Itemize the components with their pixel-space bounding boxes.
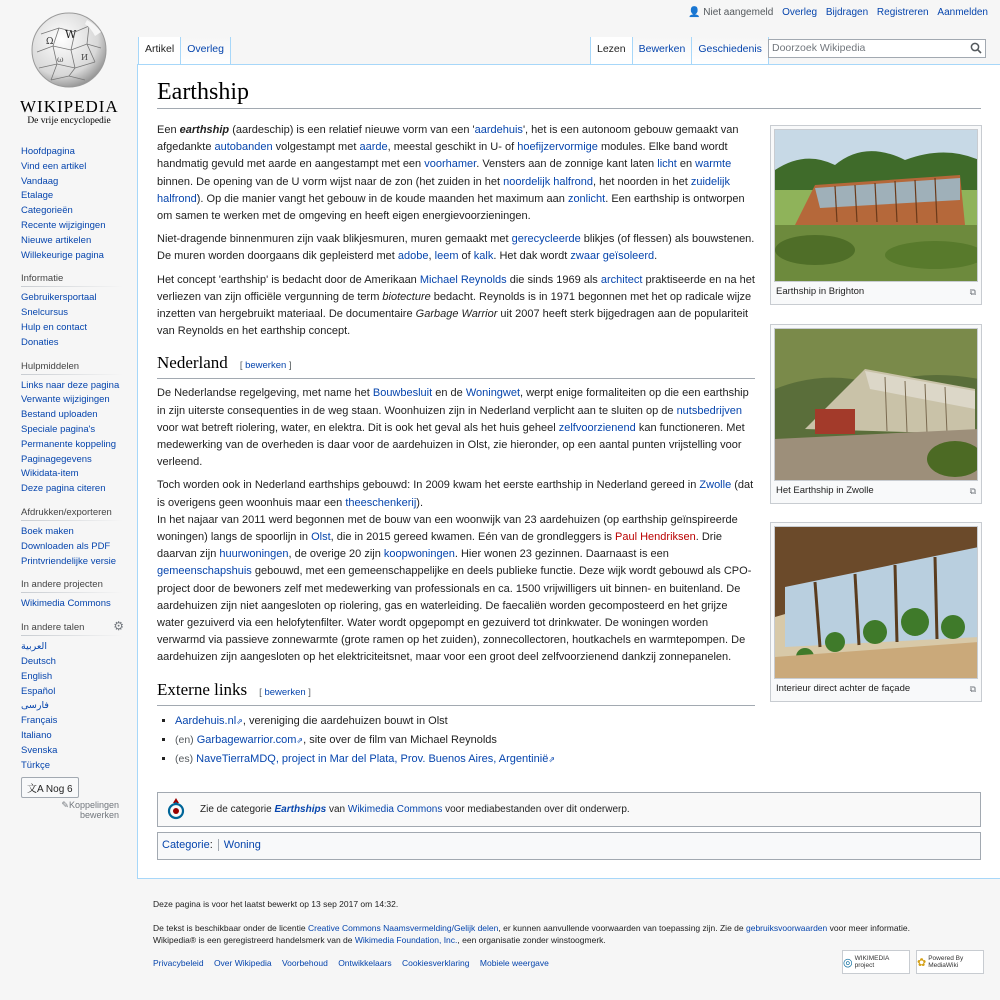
search-input[interactable] <box>768 39 986 58</box>
lang-link-fa[interactable]: فارسی <box>21 700 49 712</box>
sidebar-item-print[interactable]: Printvriendelijke versie <box>21 555 117 567</box>
sidebar-item-citeren[interactable]: Deze pagina citeren <box>21 483 106 495</box>
sidebar-item-snelcursus[interactable]: Snelcursus <box>21 307 68 319</box>
lang-link-tr[interactable]: Türkçe <box>21 759 51 771</box>
section-heading-externe-links: Externe links [ bewerken ] <box>157 679 755 706</box>
list-item: ▪ Aardehuis.nl ⇗ , vereniging die aardehuizen bouwt in Olst <box>175 712 755 731</box>
pencil-icon: ✎ <box>61 800 69 811</box>
sidebar-item-vind-artikel[interactable]: Vind een artikel <box>21 160 87 172</box>
link-licht[interactable]: licht <box>657 158 677 171</box>
sidebar-item-hoofdpagina[interactable]: Hoofdpagina <box>21 146 75 157</box>
sidebar <box>0 140 137 830</box>
ext-link-aardehuis[interactable]: Aardehuis.nl ⇗ <box>175 715 243 727</box>
personal-link-bijdragen[interactable]: Bijdragen <box>825 7 869 18</box>
tab-overleg[interactable]: Overleg <box>181 37 231 64</box>
sidebar-item-pdf[interactable]: Downloaden als PDF <box>21 540 111 552</box>
ext-link-navetierra[interactable]: NaveTierraMDQ, project in Mar del Plata, Prov. Buenos Aires, Argentinië ⇗ <box>196 753 555 765</box>
lang-tag: (es) <box>175 752 194 765</box>
article-body <box>157 122 755 769</box>
svg-text:Ω: Ω <box>46 37 54 47</box>
wikipedia-tagline: De vrije encyclopedie <box>27 116 111 126</box>
personal-link-aanmelden[interactable]: Aanmelden <box>937 7 988 18</box>
link-olst[interactable]: Olst <box>311 531 331 544</box>
link-nutsbedrijven[interactable]: nutsbedrijven <box>676 404 742 417</box>
link-zonlicht[interactable]: zonlicht <box>567 192 606 205</box>
sidebar-item-categorieen[interactable]: Categorieën <box>21 205 73 217</box>
sidebar-heading: Hulpmiddelen <box>21 361 137 372</box>
footer-link-cookies[interactable]: Cookiesverklaring <box>401 958 470 968</box>
tab-lezen[interactable]: Lezen <box>590 37 633 64</box>
lang-tag: (en) <box>175 733 194 746</box>
sidebar-item-donaties[interactable]: Donaties <box>21 336 59 348</box>
link-warmte[interactable]: warmte <box>695 158 732 171</box>
link-gemeenschapshuis[interactable]: gemeenschapshuis <box>157 565 252 578</box>
last-modified: Deze pagina is voor het laatst bewerkt op 13 sep 2017 om 14:32. <box>153 899 399 909</box>
link-wikimedia-commons[interactable]: Wikimedia Commons <box>347 804 443 815</box>
lang-link-sv[interactable]: Svenska <box>21 744 58 756</box>
link-koopwoningen[interactable]: koopwoningen <box>383 548 455 561</box>
enlarge-icon[interactable]: ⧉ <box>969 486 976 496</box>
thumbnail-interieur <box>770 522 982 702</box>
link-noordelijk-halfrond[interactable]: noordelijk halfrond <box>503 175 593 188</box>
lang-link-it[interactable]: Italiano <box>21 729 52 741</box>
gear-icon[interactable]: ⚙ <box>113 619 124 634</box>
link-architect[interactable]: architect <box>600 273 643 286</box>
link-bouwbesluit[interactable]: Bouwbesluit <box>372 387 433 400</box>
section-heading-nederland: Nederland [ bewerken ] <box>157 352 755 379</box>
edit-link[interactable]: bewerken <box>245 360 287 372</box>
footer-link-disclaimer[interactable]: Voorbehoud <box>281 958 328 968</box>
intro-paragraph: Het concept 'earthship' is bedacht door de Amerikaan Michael Reynolds die sinds 1969 als architect praktiseerde en na het verliezen van zijn officiële vergunning de term biotecture bedacht. Reynolds is in 1971 begonnen met het op radicale wijze inzetten van hergebruikt materiaal. De documentaire Garbage Warrior uit 2007 heeft sterk bijgedragen aan de populariteit van Reynolds en het earthship concept. <box>157 273 755 338</box>
wikipedia-logo[interactable] <box>20 10 118 126</box>
sidebar-item-bestand-uploaden[interactable]: Bestand uploaden <box>21 409 98 421</box>
link-leem[interactable]: leem <box>434 250 459 263</box>
thumbnail-caption: Het Earthship in Zwolle ⧉ <box>776 485 976 496</box>
sidebar-item-speciale-paginas[interactable]: Speciale pagina's <box>21 423 96 435</box>
commons-text: Zie de categorie Earthships van Wikimedia Commons voor mediabestanden over dit onderwerp. <box>200 804 630 815</box>
link-paul-hendriksen[interactable]: Paul Hendriksen <box>615 531 696 544</box>
sidebar-heading: In andere talen <box>21 622 137 633</box>
footer-link-privacy[interactable]: Privacybeleid <box>153 958 204 968</box>
wikimedia-commons-icon <box>162 796 190 824</box>
footer-link-about[interactable]: Over Wikipedia <box>213 958 272 968</box>
link-wikimedia-foundation[interactable]: Wikimedia Foundation, Inc. <box>354 935 458 945</box>
enlarge-icon[interactable]: ⧉ <box>969 287 976 297</box>
earthship-interior-image[interactable] <box>774 526 978 679</box>
list-item: ▪ (en) Garbagewarrior.com ⇗ , site over de film van Michael Reynolds <box>175 731 755 750</box>
sidebar-item-etalage[interactable]: Etalage <box>21 190 54 202</box>
wikipedia-globe-icon <box>29 10 109 90</box>
lang-link-de[interactable]: Deutsch <box>21 655 56 667</box>
category-label[interactable]: Categorie <box>162 839 210 851</box>
section-paragraph: Toch worden ook in Nederland earthships gebouwd: In 2009 kwam het eerste earthship in Nederland gereed in Zwolle (dat is overigens geen woonhuis maar een theeschenkerij). In het najaar van 2011 werd begonnen met de bouw van een woonwijk van 23 aardehuizen (op earthship geïnspireerde woningen) langs de spoorlijn in Olst, die in 2015 gereed kwamen. Eén van de grondleggers is Paul Hendriksen. Drie daarvan zijn huurwoningen, de overige 20 zijn koopwoningen. Hier wonen 23 gezinnen. Daarnaast is een gemeenschapshuis gebouwd, met een gemeenschappelijke en deels publieke functie. Deze wijk wordt gebouwd als CPO-project door de bewoners zelf met medewerking van professionals en ca. 1500 vrijwilligers uit binnen- en buitenland. De aardehuizen zijn niet aangesloten op riolering, gas en waterleiding. De faecaliën worden gecomposteerd en het grijze water gezuiverd via een helofytenfilter. Water wordt opgepompt en gezuiverd tot drinkwater. De woningen worden verwarmd via passieve zonnewarmte (grote ramen op het zuiden), zonnecollectoren, houtkachels en warmtepompen. De aardehuizen zijn aangesloten op het elektriciteitsnet, maar voor een groot deel zelfvoorzienend dankzij zonnepanelen. <box>157 479 754 664</box>
lang-link-fr[interactable]: Français <box>21 715 58 727</box>
sidebar-item-vandaag[interactable]: Vandaag <box>21 175 59 187</box>
anon-status: 👤 Niet aangemeld <box>688 7 774 18</box>
link-kalk[interactable]: kalk <box>473 250 494 263</box>
intro-paragraph: Een earthship (aardeschip) is een relatief nieuwe vorm van een 'aardehuis', het is een autonoom gebouw gemaakt van afgedankte autobanden volgestampt met aarde, meestal geschikt in U- of hoefijzervormige modules. Elke band wordt handmatig gevuld met aarde en aangestampt met een voorhamer. Vensters aan de zonnige kant laten licht en warmte binnen. De opening van de U vorm wijst naar de zon (het zuiden in het noordelijk halfrond, het noorden in het zuidelijk halfrond). Op die manier vangt het gebouw in de koude maanden het maximum aan zonlicht. Een earthship is ontworpen om samen te werken met de omgeving en heeft eigen energievoorzieningen. <box>157 124 745 223</box>
section-paragraph: De Nederlandse regelgeving, met name het Bouwbesluit en de Woningwet, werpt enige formaliteiten op die een earthship in zijn uiterste consequenties in de weg staan. Woonhuizen zijn in Nederland verplicht aan te sluiten op de nutsbedrijven voor wat betreft riolering, water, en elektra. Dit is ook het geval als het huis geheel zelfvoorzienend kan functioneren. Met medewerking van de overheden is daar voor de aardehuizen in Olst, zie hieronder, op een aantal punten vrijstelling voor verleend. <box>157 387 749 469</box>
thumbnail-brighton <box>770 125 982 305</box>
sidebar-item-permanente-koppeling[interactable]: Permanente koppeling <box>21 438 117 450</box>
link-theeschenkerij[interactable]: theeschenkerij <box>345 496 417 509</box>
wikipedia-wordmark: WIKIPEDIA <box>20 97 119 116</box>
thumbnail-zwolle <box>770 324 982 504</box>
link-zwaar-geisoleerd[interactable]: zwaar geïsoleerd <box>570 250 655 263</box>
enlarge-icon[interactable]: ⧉ <box>969 684 976 694</box>
search-placeholder: Doorzoek Wikipedia <box>772 42 866 54</box>
link-gerecycleerde[interactable]: gerecycleerde <box>511 233 581 246</box>
sidebar-item-hulp[interactable]: Hulp en contact <box>21 321 88 333</box>
wikimedia-icon: ◎ <box>843 956 853 969</box>
sidebar-heading: In andere projecten <box>21 579 137 590</box>
sidebar-afdrukken <box>0 507 137 569</box>
sidebar-item-gebruikersportaal[interactable]: Gebruikersportaal <box>21 292 97 304</box>
namespace-tabs <box>138 37 231 64</box>
earthship-brighton-image[interactable] <box>774 129 978 282</box>
sidebar-hulpmiddelen <box>0 361 137 497</box>
section-edit: [ bewerken ] <box>239 360 292 372</box>
sidebar-item-links-hier[interactable]: Links naar deze pagina <box>21 379 120 391</box>
link-aarde[interactable]: aarde <box>359 141 388 154</box>
sidebar-navigation <box>0 140 137 263</box>
sidebar-talen <box>0 619 137 821</box>
license-text: De tekst is beschikbaar onder de licentie Creative Commons Naamsvermelding/Gelijk delen, er kunnen aanvullende voorwaarden van toepassing zijn. Zie de gebruiksvoorwaarden voor meer informatie. Wikipedia® is een geregistreerd handelsmerk van de Wikimedia Foundation, Inc., een organisatie zonder winstoogmerk. <box>153 923 910 945</box>
link-voorhamer[interactable]: voorhamer <box>424 158 477 171</box>
svg-text:W: W <box>65 28 77 41</box>
svg-text:И: И <box>81 53 88 62</box>
sidebar-item-boek-maken[interactable]: Boek maken <box>21 525 74 537</box>
sidebar-item-paginagegevens[interactable]: Paginagegevens <box>21 453 92 465</box>
link-cc-license[interactable]: Creative Commons Naamsvermelding/Gelijk delen <box>307 923 499 933</box>
sidebar-item-willekeurige-pagina[interactable]: Willekeurige pagina <box>21 249 104 261</box>
lang-link-en[interactable]: English <box>21 670 53 682</box>
footer-link-developers[interactable]: Ontwikkelaars <box>338 958 392 968</box>
sidebar-item-wikidata[interactable]: Wikidata-item <box>21 468 79 480</box>
wikimedia-project-badge[interactable]: ◎ WIKIMEDIA project <box>842 950 910 974</box>
personal-link-overleg[interactable]: Overleg <box>782 7 818 18</box>
sidebar-item-verwante-wijzigingen[interactable]: Verwante wijzigingen <box>21 394 110 406</box>
ext-link-garbagewarrior[interactable]: Garbagewarrior.com ⇗ <box>197 734 303 746</box>
external-links-list <box>157 712 755 769</box>
link-zelfvoorzienend[interactable]: zelfvoorzienend <box>558 421 636 434</box>
link-huurwoningen[interactable]: huurwoningen <box>219 548 289 561</box>
mediawiki-badge[interactable]: ✿ Powered By MediaWiki <box>916 950 984 974</box>
svg-text:ω: ω <box>57 55 64 64</box>
link-aardehuis[interactable]: aardehuis <box>474 124 523 136</box>
user-icon: 👤 <box>688 7 701 18</box>
link-autobanden[interactable]: autobanden <box>214 141 273 154</box>
earthship-zwolle-image[interactable] <box>774 328 978 481</box>
list-item <box>175 750 755 769</box>
link-zuidelijk-halfrond[interactable]: zuidelijk halfrond <box>157 175 730 205</box>
lang-link-es[interactable]: Español <box>21 685 56 697</box>
link-woningwet[interactable]: Woningwet <box>465 387 521 400</box>
sidebar-item-recente-wijzigingen[interactable]: Recente wijzigingen <box>21 219 106 231</box>
sidebar-item-commons[interactable]: Wikimedia Commons <box>21 598 111 610</box>
link-earthships-category[interactable]: Earthships <box>274 804 327 815</box>
mediawiki-icon: ✿ <box>917 956 927 969</box>
sidebar-projecten <box>0 579 137 612</box>
lang-link-ar[interactable]: العربية <box>21 641 47 653</box>
category-woning[interactable]: Woning <box>223 839 261 851</box>
tab-artikel[interactable]: Artikel <box>138 37 181 64</box>
sidebar-heading: Afdrukken/exporteren <box>21 507 137 518</box>
link-michael-reynolds[interactable]: Michael Reynolds <box>419 273 507 286</box>
personal-tools <box>682 7 988 18</box>
personal-link-registreren[interactable]: Registreren <box>876 7 929 18</box>
tab-bewerken[interactable]: Bewerken <box>633 37 693 64</box>
link-hoefijzervormige[interactable]: hoefijzervormige <box>517 141 598 154</box>
link-zwolle[interactable]: Zwolle <box>699 479 732 492</box>
edit-link[interactable]: bewerken <box>264 686 306 698</box>
thumbnail-caption: Earthship in Brighton ⧉ <box>776 286 976 297</box>
sidebar-heading: Informatie <box>21 273 137 284</box>
commons-box <box>157 792 981 827</box>
edit-interlanguage-links[interactable]: ✎Koppelingen bewerken <box>61 800 119 821</box>
more-languages-button[interactable]: 文A Nog 6 <box>21 777 79 798</box>
link-adobe[interactable]: adobe <box>397 250 429 263</box>
footer-badges <box>842 950 984 974</box>
thumbnail-caption: Interieur direct achter de façade ⧉ <box>776 683 976 694</box>
tab-geschiedenis[interactable]: Geschiedenis <box>692 37 769 64</box>
intro-paragraph: Niet-dragende binnenmuren zijn vaak blikjesmuren, muren gemaakt met gerecycleerde blikjes (of flessen) als bouwstenen. De muren worden doorgaans dik gepleisterd met adobe, leem of kalk. Het dak wordt zwaar geïsoleerd. <box>157 233 755 263</box>
content-area <box>137 64 1000 879</box>
view-tabs <box>590 37 769 64</box>
page-title: Earthship <box>157 79 981 109</box>
term-bold: earthship <box>179 124 230 136</box>
footer-link-mobile[interactable]: Mobiele weergave <box>479 958 549 968</box>
link-terms[interactable]: gebruiksvoorwaarden <box>745 923 828 933</box>
translate-icon: 文A <box>27 784 44 796</box>
search-icon[interactable] <box>970 42 982 54</box>
sidebar-item-nieuwe-artikelen[interactable]: Nieuwe artikelen <box>21 234 92 246</box>
category-links: Categorie: Woning <box>157 832 981 860</box>
section-edit: [ bewerken ] <box>259 686 311 698</box>
sidebar-informatie <box>0 273 137 350</box>
